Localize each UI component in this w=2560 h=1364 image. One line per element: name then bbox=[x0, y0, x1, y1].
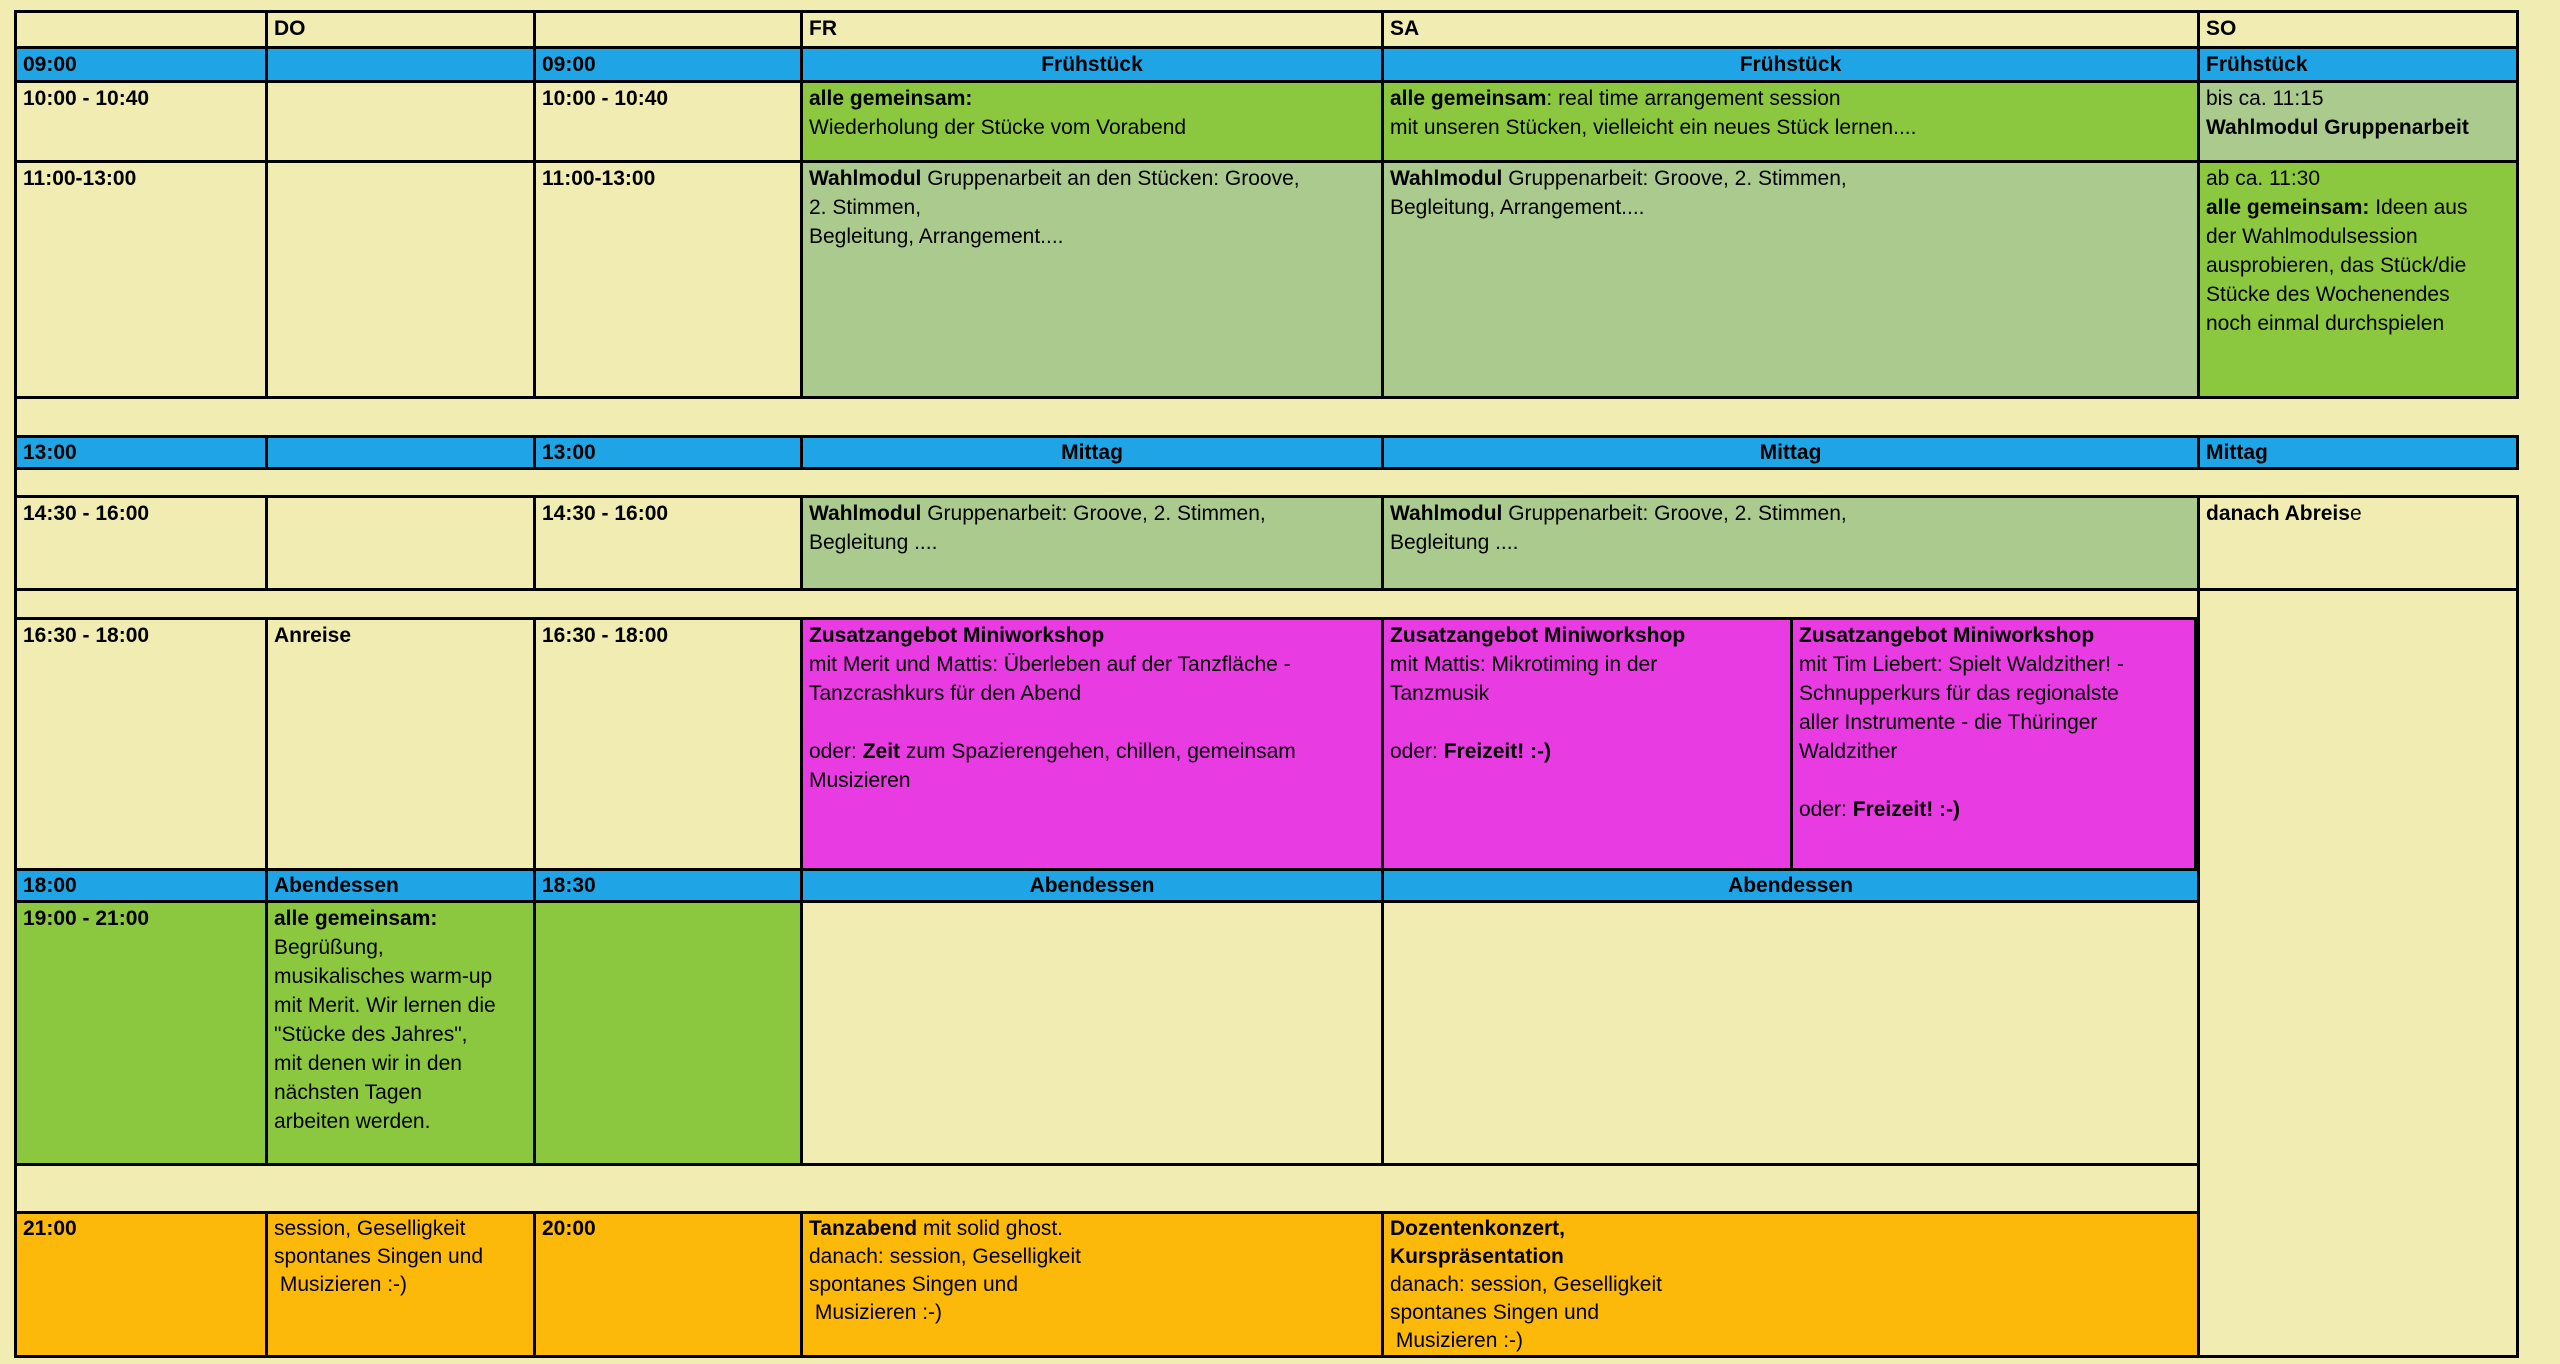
text-line bbox=[2206, 50, 2510, 79]
text-line bbox=[1799, 708, 2188, 737]
text-line bbox=[809, 14, 1375, 43]
time-1000-a bbox=[14, 80, 265, 160]
text-segment: 21:00 bbox=[23, 1217, 77, 1240]
text-segment: Freizeit! :-) bbox=[1852, 798, 1961, 821]
text-line bbox=[1799, 766, 2188, 795]
text-line bbox=[542, 499, 794, 528]
text-segment: 13:00 bbox=[542, 441, 596, 464]
cell-sa-miniworkshop-1 bbox=[1381, 617, 1790, 868]
text-segment: mit unseren Stücken, vielleicht ein neues Stück lernen.... bbox=[1390, 116, 1917, 139]
time-1630-c bbox=[533, 617, 800, 868]
text-segment: arbeiten werden. bbox=[274, 1110, 431, 1133]
text-line bbox=[1390, 50, 2191, 79]
cell-fr-tanzabend bbox=[800, 1211, 1381, 1358]
text-line bbox=[809, 164, 1375, 193]
blue-blank-do-1 bbox=[265, 46, 533, 80]
text-line bbox=[274, 14, 527, 43]
text-segment: zum Spazierengehen, chillen, gemeinsam bbox=[900, 740, 1296, 763]
text-line bbox=[23, 84, 259, 113]
text-segment: musikalisches warm-up bbox=[274, 965, 493, 988]
text-line bbox=[274, 1271, 527, 1299]
text-segment: mit Merit. Wir lernen die bbox=[274, 994, 496, 1017]
spacer-row-3 bbox=[14, 588, 2197, 617]
meal-abendessen-fr bbox=[800, 868, 1381, 900]
text-line bbox=[809, 621, 1375, 650]
text-line bbox=[1390, 1327, 2191, 1355]
cell-sa-dozentenkonzert bbox=[1381, 1211, 2197, 1358]
text-segment: session, Geselligkeit bbox=[274, 1217, 466, 1240]
text-segment: danach: session, Geselligkeit bbox=[1390, 1273, 1662, 1296]
blue-blank-do-2 bbox=[265, 435, 533, 467]
text-line bbox=[1799, 621, 2188, 650]
text-segment: Abendessen bbox=[274, 874, 399, 897]
text-segment: 16:30 - 18:00 bbox=[23, 624, 150, 647]
time-0900-a bbox=[14, 46, 265, 80]
time-1000-c bbox=[533, 80, 800, 160]
text-line bbox=[23, 50, 259, 79]
text-line bbox=[542, 438, 794, 467]
meal-mittag-fr bbox=[800, 435, 1381, 467]
text-line bbox=[1390, 113, 2191, 142]
time-1300-a bbox=[14, 435, 265, 467]
text-line bbox=[809, 438, 1375, 467]
text-line bbox=[809, 737, 1375, 766]
text-segment: oder: bbox=[1390, 740, 1444, 763]
text-line bbox=[274, 962, 527, 991]
text-line bbox=[542, 84, 794, 113]
time-1800-a bbox=[14, 868, 265, 900]
text-line bbox=[542, 164, 794, 193]
text-line bbox=[2206, 113, 2510, 142]
text-line bbox=[1390, 621, 1784, 650]
text-line bbox=[1390, 708, 1784, 737]
meal-fruehstueck-fr bbox=[800, 46, 1381, 80]
text-line bbox=[274, 991, 527, 1020]
text-line bbox=[23, 1215, 259, 1243]
text-line bbox=[1799, 795, 2188, 824]
text-segment: 13:00 bbox=[23, 441, 77, 464]
text-line bbox=[809, 113, 1375, 142]
text-segment: ausprobieren, das Stück/die bbox=[2206, 254, 2467, 277]
text-segment: Wahlmodul bbox=[809, 167, 922, 190]
text-line bbox=[809, 650, 1375, 679]
text-line bbox=[2206, 193, 2510, 222]
text-segment: Mittag bbox=[1061, 441, 1123, 464]
cell-sa-1430 bbox=[1381, 495, 2197, 588]
text-line bbox=[1390, 1243, 2191, 1271]
text-segment: Zeit bbox=[862, 740, 901, 763]
text-segment: mit Tim Liebert: Spielt Waldzither! - bbox=[1799, 653, 2124, 676]
text-segment: Zusatzangebot Miniworkshop bbox=[1799, 624, 2095, 647]
text-segment: e bbox=[2349, 502, 2362, 525]
cell-sa-1100 bbox=[1381, 160, 2197, 396]
text-segment: 14:30 - 16:00 bbox=[542, 502, 669, 525]
text-line bbox=[23, 871, 259, 900]
text-segment: noch einmal durchspielen bbox=[2206, 312, 2445, 335]
text-line bbox=[1799, 679, 2188, 708]
cell-so-1000 bbox=[2197, 80, 2519, 160]
cell-so-1430 bbox=[2197, 495, 2519, 588]
text-line bbox=[542, 1215, 794, 1243]
time-1430-c bbox=[533, 495, 800, 588]
text-segment: Begleitung, Arrangement.... bbox=[1390, 196, 1645, 219]
cell-sa-1900-empty bbox=[1381, 900, 2197, 1163]
time-0900-c bbox=[533, 46, 800, 80]
text-segment: mit solid ghost. bbox=[917, 1217, 1064, 1240]
text-segment: 20:00 bbox=[542, 1217, 596, 1240]
text-segment: Waldzither bbox=[1799, 740, 1898, 763]
text-line bbox=[1390, 650, 1784, 679]
text-line bbox=[274, 1020, 527, 1049]
text-segment: Musizieren :-) bbox=[1390, 1329, 1524, 1352]
time-1630-a bbox=[14, 617, 265, 868]
text-segment: 18:30 bbox=[542, 874, 596, 897]
meal-abendessen-sa bbox=[1381, 868, 2197, 900]
text-segment: 09:00 bbox=[542, 53, 596, 76]
text-segment: danach Abreis bbox=[2206, 502, 2350, 525]
text-segment: Mittag bbox=[1759, 441, 1822, 464]
text-segment: Begleitung .... bbox=[809, 531, 938, 554]
text-segment: Dozentenkonzert, bbox=[1390, 1217, 1566, 1240]
text-segment: Abendessen bbox=[1728, 874, 1853, 897]
text-line bbox=[274, 933, 527, 962]
text-segment: Frühstück bbox=[1739, 53, 1842, 76]
text-segment: Begrüßung, bbox=[274, 936, 384, 959]
text-segment: bis ca. 11:15 bbox=[2206, 87, 2324, 110]
text-line bbox=[809, 50, 1375, 79]
text-line bbox=[2206, 164, 2510, 193]
text-segment: alle gemeinsam: bbox=[2206, 196, 2370, 219]
cell-do-1100 bbox=[265, 160, 533, 396]
text-segment: Begleitung, Arrangement.... bbox=[809, 225, 1064, 248]
text-line bbox=[23, 621, 259, 650]
text-line bbox=[274, 621, 527, 650]
cell-so-1100 bbox=[2197, 160, 2519, 396]
cell-fr-1000 bbox=[800, 80, 1381, 160]
text-segment: Wiederholung der Stücke vom Vorabend bbox=[809, 116, 1187, 139]
text-segment: spontanes Singen und bbox=[1390, 1301, 1600, 1324]
text-line bbox=[542, 871, 794, 900]
cell-fr-1100 bbox=[800, 160, 1381, 396]
text-line bbox=[1390, 84, 2191, 113]
spacer-row-4 bbox=[14, 1163, 2197, 1211]
text-segment: Zusatzangebot Miniworkshop bbox=[809, 624, 1105, 647]
text-line bbox=[274, 904, 527, 933]
text-segment: Gruppenarbeit: Groove, 2. Stimmen, bbox=[921, 502, 1266, 525]
text-segment: danach: session, Geselligkeit bbox=[809, 1245, 1081, 1268]
text-line bbox=[809, 193, 1375, 222]
text-segment: mit denen wir in den bbox=[274, 1052, 462, 1075]
text-line bbox=[2206, 84, 2510, 113]
text-line bbox=[1390, 438, 2191, 467]
text-line bbox=[274, 1107, 527, 1136]
text-segment: DO bbox=[274, 17, 306, 40]
cell-do-1900 bbox=[265, 900, 533, 1163]
text-segment: spontanes Singen und bbox=[274, 1245, 484, 1268]
time-1900-a bbox=[14, 900, 265, 1163]
meal-mittag-so bbox=[2197, 435, 2519, 467]
text-line bbox=[542, 50, 794, 79]
text-line bbox=[809, 679, 1375, 708]
text-segment: "Stücke des Jahres", bbox=[274, 1023, 468, 1046]
time-2000-c bbox=[533, 1211, 800, 1358]
text-line bbox=[274, 1243, 527, 1271]
text-segment: Ideen aus bbox=[2369, 196, 2468, 219]
cell-fr-1430 bbox=[800, 495, 1381, 588]
text-segment: Wahlmodul bbox=[809, 502, 922, 525]
text-line bbox=[23, 164, 259, 193]
text-line bbox=[274, 1215, 527, 1243]
text-segment: 11:00-13:00 bbox=[23, 167, 137, 190]
text-line bbox=[1390, 679, 1784, 708]
cell-sa-1000 bbox=[1381, 80, 2197, 160]
text-line bbox=[1390, 164, 2191, 193]
header-do bbox=[265, 10, 533, 46]
time-2100-a bbox=[14, 1211, 265, 1358]
spacer-row-2 bbox=[14, 467, 2519, 495]
meal-fruehstueck-so bbox=[2197, 46, 2519, 80]
header-blank-mid bbox=[533, 10, 800, 46]
text-segment: 09:00 bbox=[23, 53, 77, 76]
text-line bbox=[1799, 650, 2188, 679]
time-1300-c bbox=[533, 435, 800, 467]
text-line bbox=[809, 499, 1375, 528]
text-segment: oder: bbox=[1799, 798, 1853, 821]
spacer-row-1 bbox=[14, 396, 2519, 435]
time-1830-c bbox=[533, 868, 800, 900]
text-line bbox=[809, 528, 1375, 557]
text-line bbox=[1390, 1299, 2191, 1327]
text-line bbox=[274, 871, 527, 900]
text-segment: Gruppenarbeit: Groove, 2. Stimmen, bbox=[1502, 167, 1847, 190]
cell-do-1430 bbox=[265, 495, 533, 588]
text-segment: Frühstück bbox=[1041, 53, 1143, 76]
text-segment: ab ca. 11:30 bbox=[2206, 167, 2321, 190]
text-line bbox=[1390, 499, 2191, 528]
text-line bbox=[1390, 737, 1784, 766]
header-fr bbox=[800, 10, 1381, 46]
text-segment: alle gemeinsam: bbox=[274, 907, 438, 930]
text-line bbox=[2206, 14, 2510, 43]
header-blank-left bbox=[14, 10, 265, 46]
text-segment: alle gemeinsam bbox=[1390, 87, 1547, 110]
text-segment: nächsten Tagen bbox=[274, 1081, 422, 1104]
text-segment: Mittag bbox=[2206, 441, 2268, 464]
time-1100-c bbox=[533, 160, 800, 396]
text-line bbox=[809, 222, 1375, 251]
text-segment: Zusatzangebot Miniworkshop bbox=[1390, 624, 1686, 647]
text-line bbox=[809, 84, 1375, 113]
text-segment: SO bbox=[2206, 17, 2237, 40]
text-line bbox=[809, 1299, 1375, 1327]
text-line bbox=[809, 708, 1375, 737]
text-segment: Anreise bbox=[274, 624, 352, 647]
cell-so-tall-empty bbox=[2197, 588, 2519, 1358]
text-line bbox=[2206, 309, 2510, 338]
text-segment: Musizieren bbox=[809, 769, 911, 792]
text-segment: Stücke des Wochenendes bbox=[2206, 283, 2450, 306]
text-line bbox=[2206, 499, 2510, 528]
schedule-table bbox=[14, 10, 2519, 1358]
text-segment: 10:00 - 10:40 bbox=[542, 87, 669, 110]
text-segment: Gruppenarbeit: Groove, 2. Stimmen, bbox=[1502, 502, 1847, 525]
text-line bbox=[2206, 438, 2510, 467]
text-line bbox=[809, 766, 1375, 795]
text-segment: Musizieren :-) bbox=[809, 1301, 943, 1324]
text-segment: spontanes Singen und bbox=[809, 1273, 1019, 1296]
text-segment: Gruppenarbeit an den Stücken: Groove, bbox=[921, 167, 1300, 190]
text-segment: Begleitung .... bbox=[1390, 531, 1519, 554]
text-segment: 19:00 - 21:00 bbox=[23, 907, 150, 930]
text-segment: 14:30 - 16:00 bbox=[23, 502, 150, 525]
time-1430-a bbox=[14, 495, 265, 588]
cell-c-1900-empty bbox=[533, 900, 800, 1163]
text-segment: Wahlmodul bbox=[1390, 167, 1503, 190]
text-line bbox=[2206, 251, 2510, 280]
text-segment: 18:00 bbox=[23, 874, 77, 897]
text-segment: 2. Stimmen, bbox=[809, 196, 922, 219]
cell-fr-miniworkshop bbox=[800, 617, 1381, 868]
meal-mittag-sa bbox=[1381, 435, 2197, 467]
text-line bbox=[1390, 14, 2191, 43]
text-line bbox=[809, 871, 1375, 900]
text-segment: 11:00-13:00 bbox=[542, 167, 656, 190]
text-segment: alle gemeinsam: bbox=[809, 87, 973, 110]
text-line bbox=[809, 1271, 1375, 1299]
text-segment: Tanzcrashkurs für den Abend bbox=[809, 682, 1081, 705]
text-segment: Wahlmodul bbox=[1390, 502, 1503, 525]
text-line bbox=[1390, 193, 2191, 222]
meal-abendessen-do bbox=[265, 868, 533, 900]
header-so bbox=[2197, 10, 2519, 46]
text-segment: Abendessen bbox=[1029, 874, 1155, 897]
time-1100-a bbox=[14, 160, 265, 396]
cell-sa-miniworkshop-2 bbox=[1790, 617, 2197, 868]
text-segment: der Wahlmodulsession bbox=[2206, 225, 2418, 248]
cell-fr-1900-empty bbox=[800, 900, 1381, 1163]
header-sa bbox=[1381, 10, 2197, 46]
text-segment: mit Merit und Mattis: Überleben auf der Tanzfläche - bbox=[809, 653, 1291, 676]
text-segment: 10:00 - 10:40 bbox=[23, 87, 150, 110]
text-segment: Musizieren :-) bbox=[274, 1273, 408, 1296]
text-line bbox=[542, 621, 794, 650]
text-segment: Frühstück bbox=[2206, 53, 2308, 76]
text-segment: Tanzabend bbox=[809, 1217, 918, 1240]
text-segment: Kurspräsentation bbox=[1390, 1245, 1564, 1268]
cell-do-session bbox=[265, 1211, 533, 1358]
text-segment: FR bbox=[809, 17, 837, 40]
text-line bbox=[1390, 1271, 2191, 1299]
text-line bbox=[1390, 528, 2191, 557]
text-line bbox=[274, 1049, 527, 1078]
text-segment: aller Instrumente - die Thüringer bbox=[1799, 711, 2098, 734]
text-segment: Schnupperkurs für das regionalste bbox=[1799, 682, 2119, 705]
text-line bbox=[1390, 1215, 2191, 1243]
text-line bbox=[809, 1215, 1375, 1243]
text-segment: : real time arrangement session bbox=[1546, 87, 1841, 110]
text-line bbox=[1799, 737, 2188, 766]
text-segment: SA bbox=[1390, 17, 1420, 40]
text-line bbox=[1390, 871, 2191, 900]
text-line bbox=[809, 1243, 1375, 1271]
text-segment: 16:30 - 18:00 bbox=[542, 624, 669, 647]
text-line bbox=[274, 1078, 527, 1107]
text-segment: Tanzmusik bbox=[1390, 682, 1490, 705]
cell-do-anreise bbox=[265, 617, 533, 868]
cell-do-1000 bbox=[265, 80, 533, 160]
text-line bbox=[23, 904, 259, 933]
text-line bbox=[2206, 222, 2510, 251]
text-segment: Freizeit! :-) bbox=[1443, 740, 1552, 763]
text-line bbox=[2206, 280, 2510, 309]
text-segment: oder: bbox=[809, 740, 863, 763]
text-line bbox=[23, 438, 259, 467]
text-segment: Wahlmodul Gruppenarbeit bbox=[2206, 116, 2469, 139]
text-segment: mit Mattis: Mikrotiming in der bbox=[1390, 653, 1658, 676]
meal-fruehstueck-sa bbox=[1381, 46, 2197, 80]
text-line bbox=[23, 499, 259, 528]
